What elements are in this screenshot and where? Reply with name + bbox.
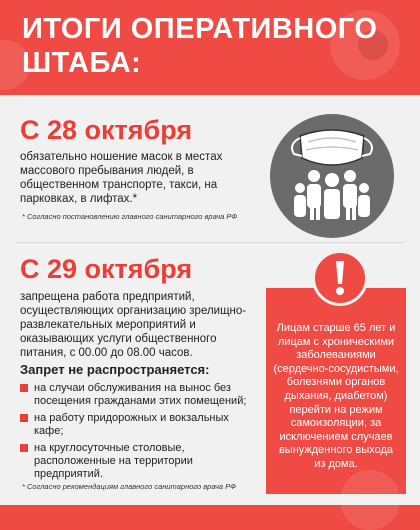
header (0, 0, 420, 95)
people-crowd-icon (270, 114, 394, 238)
section-divider (16, 242, 404, 243)
notice-text: Лицам старше 65 лет и лицам с хроническими заболеваниями (сердечно-сосудистыми, болезнями органов дыхания, диабетом) перейти на режим самоизоляции, за исключением случаев вынужденного выхода из дома. (273, 322, 399, 470)
square-bullet-icon (20, 444, 28, 452)
section1-text: обязательно ношение масок в местах массового пребывания людей, в общественном транспорте, такси, на парковках, в лифтах.* (20, 151, 223, 205)
mask-crowd-illustration (270, 114, 394, 238)
section1-footnote: * Согласно постановлению главного санитарного врача РФ (22, 212, 238, 221)
section2-text: запрещена работа предприятий, осуществляющих организацию зрелищно-развлекательных мероприятий и оказывающих услуги общественного питания, с 00.00 до 08.00 часов. (20, 291, 247, 359)
exceptions-list (20, 382, 260, 485)
list-item: на круглосуточные столовые, расположенные на территории предприятий. (20, 442, 260, 481)
title-line-1: ИТОГИ ОПЕРАТИВНОГО (22, 13, 378, 45)
exceptions-heading: Запрет не распространяется: (20, 362, 210, 377)
date-heading-1: С 28 октября (20, 115, 193, 145)
list-item: на работу придорожных и вокзальных кафе; (20, 412, 260, 438)
virus-decoration (340, 470, 400, 530)
page-title (22, 12, 377, 80)
date-heading-2: С 29 октября (20, 254, 193, 284)
title-line-2: ШТАБА: (22, 47, 142, 79)
list-item: на случаи обслуживания на вынос без посещения гражданами этих помещений; (20, 382, 260, 408)
notice-box (266, 288, 406, 494)
square-bullet-icon (20, 384, 28, 392)
warning-badge (312, 250, 368, 306)
square-bullet-icon (20, 414, 28, 422)
exclamation-icon (315, 253, 365, 303)
section2-footnote: * Согласно рекомендациям главного санитарного врача РФ (22, 482, 237, 491)
